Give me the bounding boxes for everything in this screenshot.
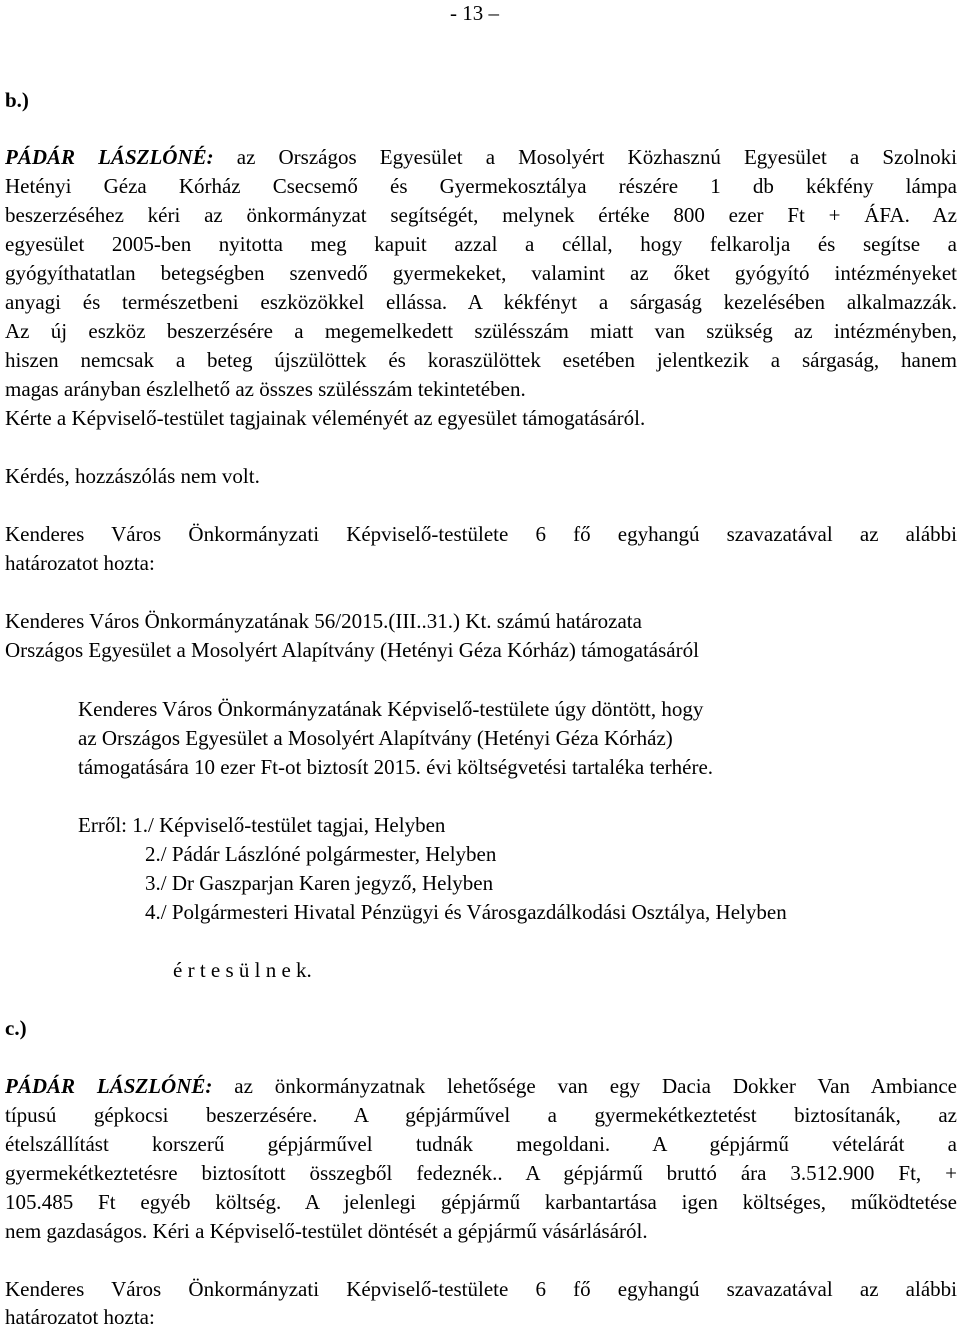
decision-intro-line: Kenderes Város Önkormányzati Képviselő-testülete 6 fő egyhangú szavazatával az alábbi	[5, 1277, 957, 1301]
notify-prefix: Erről:	[78, 813, 133, 837]
paragraph-line: hiszen nemcsak a beteg újszülöttek és koraszülöttek esetében jelentkezik a sárgaság, hanem	[5, 348, 957, 372]
paragraph-line: egyesület 2005-ben nyitotta meg kapuit azzal a céllal, hogy felkarolja és segítse a	[5, 232, 957, 256]
paragraph-line: anyagi és természetbeni eszközökkel ellássa. A kékfényt a sárgaság kezelésében alkalmazzák.	[5, 290, 957, 314]
paragraph-line: Hetényi Géza Kórház Csecsemő és Gyermekosztálya részére 1 db kékfény lámpa	[5, 174, 957, 198]
speaker-name: PÁDÁR LÁSZLÓNÉ:	[5, 1074, 213, 1098]
paragraph-line: Kérte a Képviselő-testület tagjainak véleményét az egyesület támogatásáról.	[5, 406, 646, 430]
paragraph-line: nem gazdaságos. Kéri a Képviselő-testület döntését a gépjármű vásárlásáról.	[5, 1219, 648, 1243]
notify-item: 3./ Dr Gaszparjan Karen jegyző, Helyben	[145, 871, 494, 895]
paragraph-line: beszerzéséhez kéri az önkormányzat segítségét, melynek értéke 800 ezer Ft + ÁFA. Az	[5, 203, 957, 227]
notify-item: 4./ Polgármesteri Hivatal Pénzügyi és Városgazdálkodási Osztálya, Helyben	[145, 900, 787, 924]
section-c-label: c.)	[5, 1016, 27, 1040]
page-number: - 13 –	[450, 1, 499, 25]
paragraph-line: 105.485 Ft egyéb költség. A jelenlegi gépjármű karbantartása igen költséges, működtetése	[5, 1190, 957, 1214]
resolution-title: Kenderes Város Önkormányzatának 56/2015.(III..31.) Kt. számú határozata	[5, 609, 642, 633]
notify-text: 1./ Képviselő-testület tagjai, Helyben	[132, 813, 446, 837]
speaker-name: PÁDÁR LÁSZLÓNÉ:	[5, 145, 214, 169]
paragraph-line: ételszállítást korszerű gépjárművel tudnák megoldani. A gépjármű vételárát a	[5, 1132, 957, 1156]
decision-intro-line: határozatot hozta:	[5, 551, 155, 575]
decision-intro-line: Kenderes Város Önkormányzati Képviselő-testülete 6 fő egyhangú szavazatával az alábbi	[5, 522, 957, 546]
paragraph-line: gyógyíthatatlan betegségben szenvedő gyermekeket, valamint az őket gyógyító intézményeket	[5, 261, 957, 285]
paragraph-line	[5, 147, 957, 168]
notify-item: 2./ Pádár Lászlóné polgármester, Helyben	[145, 842, 497, 866]
section-b-label: b.)	[5, 88, 29, 112]
notify-end: é r t e s ü l n e k.	[173, 958, 312, 982]
paragraph-line: típusú gépkocsi beszerzésére. A gépjárművel a gyermekétkeztetést biztosítanák, az	[5, 1103, 957, 1127]
resolution-body-line: Kenderes Város Önkormányzatának Képviselő-testülete úgy döntött, hogy	[78, 697, 704, 721]
question-line: Kérdés, hozzászólás nem volt.	[5, 464, 260, 488]
resolution-body-line: az Országos Egyesület a Mosolyért Alapítvány (Hetényi Géza Kórház)	[78, 726, 673, 750]
line-text: az Országos Egyesület a Mosolyért Közhasznú Egyesület a Szolnoki	[213, 145, 957, 169]
paragraph-line	[5, 1076, 957, 1097]
resolution-subtitle: Országos Egyesület a Mosolyért Alapítvány (Hetényi Géza Kórház) támogatásáról	[5, 638, 699, 662]
resolution-body-line: támogatására 10 ezer Ft-ot biztosít 2015. évi költségvetési tartaléka terhére.	[78, 755, 714, 779]
decision-intro-line: határozatot hozta:	[5, 1305, 155, 1329]
line-text: az önkormányzatnak lehetősége van egy Dacia Dokker Van Ambiance	[212, 1074, 957, 1098]
notify-item	[78, 815, 445, 836]
paragraph-line: gyermekétkeztetésre biztosított összegből fedeznék.. A gépjármű bruttó ára 3.512.900 Ft, +	[5, 1161, 957, 1185]
paragraph-line: magas arányban észlelhető az összes szülésszám tekintetében.	[5, 377, 526, 401]
paragraph-line: Az új eszköz beszerzésére a megemelkedett szülésszám miatt van szükség az intézményben,	[5, 319, 957, 343]
